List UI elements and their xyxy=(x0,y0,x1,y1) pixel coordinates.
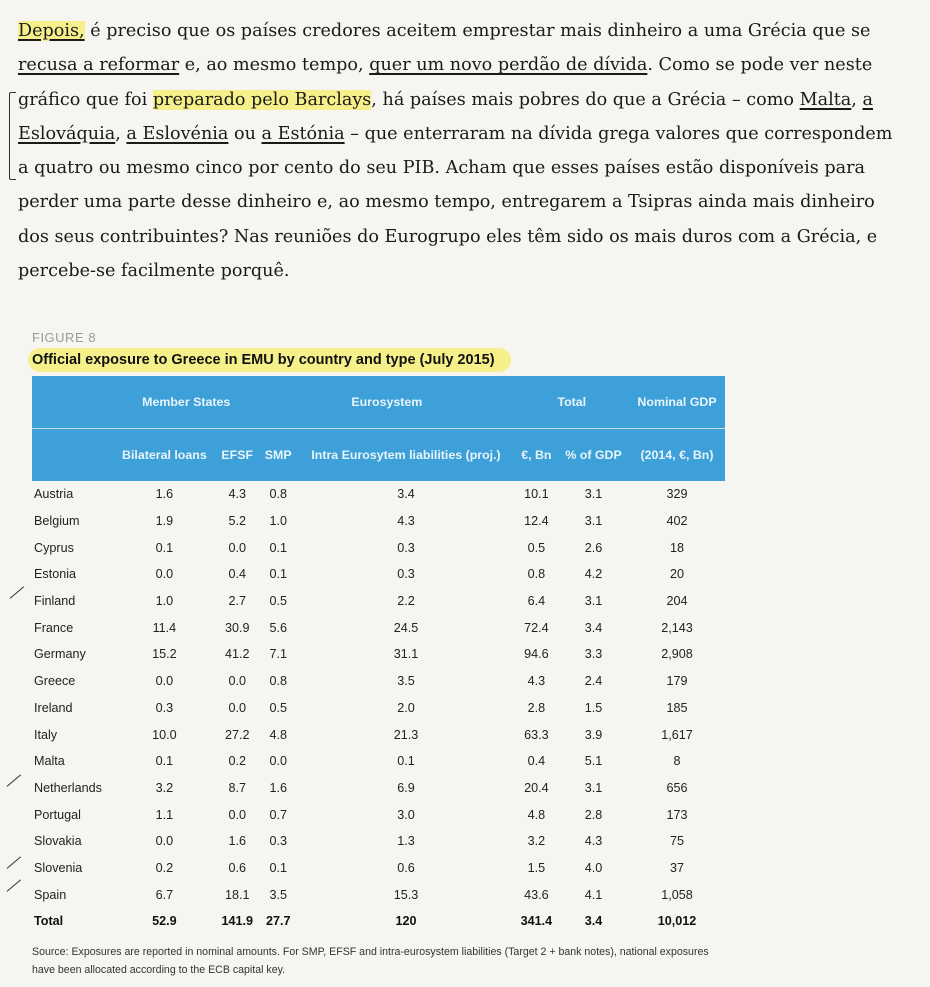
cell-intra: 15.3 xyxy=(393,887,419,902)
cell-bilateral: 0.0 xyxy=(155,567,174,582)
header-eurosystem: Eurosystem xyxy=(259,376,515,429)
cell-country: Belgium xyxy=(34,514,80,529)
cell-efsf: 0.0 xyxy=(228,540,246,555)
cell-intra: 2.0 xyxy=(397,700,415,715)
cell-bilateral: 1.9 xyxy=(155,514,174,529)
cell-efsf: 0.4 xyxy=(228,567,246,582)
cell-smp: 0.8 xyxy=(269,674,287,689)
cell-gdp: 185 xyxy=(666,700,688,715)
cell-pct-gdp: 4.1 xyxy=(584,887,603,902)
cell-eur-bn: 10.1 xyxy=(524,487,549,502)
cell-eur-bn: 63.3 xyxy=(524,727,549,742)
cell-gdp: 20 xyxy=(670,567,685,582)
table-header-columns xyxy=(32,429,725,482)
cell-pct-gdp: 3.1 xyxy=(584,487,603,502)
cell-eur-bn: 12.4 xyxy=(524,514,549,529)
cell-efsf: 141.9 xyxy=(221,914,253,929)
cell-gdp: 10,012 xyxy=(657,914,697,929)
cell-bilateral: 0.2 xyxy=(155,860,174,875)
cell-efsf: 4.3 xyxy=(228,487,246,502)
cell-efsf: 0.0 xyxy=(228,700,246,715)
cell-country: France xyxy=(34,620,74,635)
cell-smp: 0.1 xyxy=(269,540,287,555)
text-segment: gráfico que foi xyxy=(18,89,153,110)
cell-pct-gdp: 4.0 xyxy=(584,860,603,875)
col-efsf: EFSF xyxy=(215,429,259,482)
cell-country: Spain xyxy=(34,887,67,902)
cell-intra: 24.5 xyxy=(393,620,419,635)
cell-eur-bn: 3.2 xyxy=(527,834,546,849)
paragraph-line-4 xyxy=(18,117,930,151)
cell-intra: 6.9 xyxy=(397,780,415,795)
cell-gdp: 173 xyxy=(666,807,688,822)
cell-pct-gdp: 3.1 xyxy=(584,594,603,609)
cell-smp: 0.3 xyxy=(269,834,287,849)
cell-bilateral: 11.4 xyxy=(152,620,177,635)
table-row xyxy=(32,481,725,508)
paragraph-line-6: perder uma parte desse dinheiro e, ao mesmo tempo, entregarem a Tsipras ainda mais dinheiro xyxy=(18,192,875,213)
cell-eur-bn: 6.4 xyxy=(527,594,546,609)
cell-efsf: 8.7 xyxy=(228,780,246,795)
source-note: Source: Exposures are reported in nominal amounts. For SMP, EFSF and intra-eurosystem liabilities (Target 2 + bank notes), national exposures have been allocated according to the ECB capital key. xyxy=(32,945,709,976)
table-row xyxy=(32,561,725,588)
cell-intra: 31.1 xyxy=(393,647,419,662)
underline-eslovaquia: Eslováquia xyxy=(18,123,116,144)
cell-smp: 5.6 xyxy=(269,620,287,635)
cell-smp: 1.0 xyxy=(269,514,287,529)
col-bilateral-loans: Bilateral loans xyxy=(113,429,215,482)
cell-pct-gdp: 1.5 xyxy=(584,700,603,715)
text-segment: . Como se pode ver neste xyxy=(647,55,873,76)
cell-bilateral: 1.0 xyxy=(155,594,174,609)
cell-smp: 0.7 xyxy=(269,807,287,822)
table-row xyxy=(32,588,725,615)
cell-country: Malta xyxy=(34,754,65,769)
cell-smp: 7.1 xyxy=(269,647,287,662)
text-segment: , xyxy=(115,123,127,144)
table-header-groups xyxy=(32,376,725,429)
cell-country: Total xyxy=(34,914,64,929)
table-row xyxy=(32,775,725,802)
text-segment: ou xyxy=(228,123,262,144)
cell-intra: 3.0 xyxy=(397,807,415,822)
cell-gdp: 402 xyxy=(666,514,688,529)
cell-smp: 27.7 xyxy=(265,914,291,929)
cell-efsf: 2.7 xyxy=(228,594,246,609)
table-row xyxy=(32,641,725,668)
cell-smp: 0.5 xyxy=(269,594,287,609)
col-eur-bn: €, Bn xyxy=(515,429,558,482)
cell-eur-bn: 20.4 xyxy=(524,780,549,795)
cell-pct-gdp: 3.3 xyxy=(584,647,603,662)
cell-efsf: 27.2 xyxy=(224,727,250,742)
cell-efsf: 18.1 xyxy=(224,887,250,902)
cell-intra: 4.3 xyxy=(397,514,415,529)
handwritten-tick-estonia xyxy=(10,586,25,599)
cell-pct-gdp: 5.1 xyxy=(584,754,603,769)
cell-intra: 2.2 xyxy=(397,594,415,609)
table-row xyxy=(32,801,725,828)
cell-eur-bn: 0.8 xyxy=(527,567,546,582)
underline-malta: Malta xyxy=(799,89,852,110)
cell-bilateral: 52.9 xyxy=(152,914,177,929)
cell-efsf: 30.9 xyxy=(224,620,250,635)
cell-gdp: 656 xyxy=(666,780,688,795)
col-pct-gdp: % of GDP xyxy=(558,429,629,482)
header-member-states: Member States xyxy=(113,376,259,429)
cell-eur-bn: 4.8 xyxy=(527,807,546,822)
cell-pct-gdp: 2.4 xyxy=(584,674,603,689)
cell-gdp: 204 xyxy=(666,594,688,609)
underline-a: a xyxy=(862,89,873,110)
cell-efsf: 0.6 xyxy=(228,860,246,875)
cell-pct-gdp: 3.4 xyxy=(584,914,603,929)
article-paragraph xyxy=(18,14,930,288)
cell-country: Slovakia xyxy=(34,834,82,849)
cell-gdp: 329 xyxy=(666,487,688,502)
cell-bilateral: 10.0 xyxy=(152,727,177,742)
table-row xyxy=(32,614,725,641)
cell-bilateral: 3.2 xyxy=(155,780,174,795)
cell-bilateral: 1.1 xyxy=(155,807,174,822)
cell-smp: 3.5 xyxy=(269,887,287,902)
cell-pct-gdp: 3.4 xyxy=(584,620,603,635)
cell-gdp: 75 xyxy=(670,834,685,849)
table-row xyxy=(32,668,725,695)
cell-smp: 0.1 xyxy=(269,567,287,582)
cell-country: Austria xyxy=(34,487,74,502)
handwritten-tick-slovenia xyxy=(7,879,22,892)
cell-smp: 1.6 xyxy=(269,780,287,795)
underline-recusa: recusa a reformar xyxy=(18,55,180,76)
cell-country: Finland xyxy=(34,594,76,609)
cell-efsf: 1.6 xyxy=(228,834,246,849)
cell-intra: 3.5 xyxy=(397,674,415,689)
paragraph-line-3 xyxy=(18,83,930,117)
cell-country: Cyprus xyxy=(34,540,74,555)
cell-pct-gdp: 3.1 xyxy=(584,514,603,529)
cell-intra: 21.3 xyxy=(393,727,419,742)
cell-country: Italy xyxy=(34,727,58,742)
table-body xyxy=(32,481,725,935)
cell-bilateral: 0.0 xyxy=(155,674,174,689)
cell-gdp: 8 xyxy=(673,754,681,769)
paragraph-line-5: a quatro ou mesmo cinco por cento do seu PIB. Acham que esses países estão disponíveis para xyxy=(18,158,865,179)
table-row xyxy=(32,695,725,722)
cell-eur-bn: 4.3 xyxy=(527,674,546,689)
cell-smp: 4.8 xyxy=(269,727,287,742)
cell-bilateral: 0.3 xyxy=(155,700,174,715)
cell-intra: 0.3 xyxy=(397,540,415,555)
cell-eur-bn: 0.4 xyxy=(527,754,546,769)
cell-eur-bn: 341.4 xyxy=(520,914,553,929)
exposure-table xyxy=(32,376,725,935)
cell-eur-bn: 0.5 xyxy=(527,540,546,555)
cell-country: Germany xyxy=(34,647,86,662)
cell-intra: 0.1 xyxy=(397,754,415,769)
figure-8 xyxy=(32,330,930,979)
underline-eslovenia: a Eslovénia xyxy=(126,123,229,144)
table-row xyxy=(32,534,725,561)
cell-intra: 0.6 xyxy=(397,860,415,875)
cell-intra: 120 xyxy=(395,914,417,929)
cell-bilateral: 1.6 xyxy=(155,487,174,502)
paragraph-line-8: percebe-se facilmente porquê. xyxy=(18,261,290,282)
cell-gdp: 1,617 xyxy=(661,727,693,742)
cell-pct-gdp: 2.8 xyxy=(584,807,603,822)
cell-pct-gdp: 4.3 xyxy=(584,834,603,849)
cell-pct-gdp: 3.9 xyxy=(584,727,603,742)
paragraph-line-2 xyxy=(18,48,930,82)
cell-bilateral: 0.0 xyxy=(155,834,174,849)
col-smp: SMP xyxy=(259,429,297,482)
cell-intra: 0.3 xyxy=(397,567,415,582)
handwritten-tick-slovakia xyxy=(7,856,22,869)
underline-estonia: a Estónia xyxy=(261,123,345,144)
figure-label: FIGURE 8 xyxy=(32,330,96,345)
table-row xyxy=(32,881,725,908)
text-segment: – que enterraram na dívida grega valores que correspondem xyxy=(344,123,893,144)
cell-efsf: 5.2 xyxy=(228,514,246,529)
handwritten-tick-malta xyxy=(7,774,22,787)
cell-eur-bn: 1.5 xyxy=(527,860,546,875)
text-segment: e, ao mesmo tempo, xyxy=(179,55,370,76)
paragraph-line-1 xyxy=(18,14,930,48)
cell-country: Slovenia xyxy=(34,860,83,875)
cell-gdp: 1,058 xyxy=(661,887,693,902)
margin-bracket-mark xyxy=(9,92,16,180)
cell-bilateral: 0.1 xyxy=(155,754,174,769)
cell-bilateral: 0.1 xyxy=(155,540,174,555)
cell-smp: 0.1 xyxy=(269,860,287,875)
cell-gdp: 179 xyxy=(666,674,688,689)
cell-efsf: 0.0 xyxy=(228,807,246,822)
table-row xyxy=(32,828,725,855)
figure-title: Official exposure to Greece in EMU by country and type (July 2015) xyxy=(28,348,511,372)
cell-smp: 0.0 xyxy=(269,754,287,769)
cell-eur-bn: 43.6 xyxy=(524,887,549,902)
cell-efsf: 41.2 xyxy=(224,647,250,662)
cell-country: Greece xyxy=(34,674,76,689)
table-row xyxy=(32,721,725,748)
col-gdp-2014: (2014, €, Bn) xyxy=(629,429,725,482)
table-total-row xyxy=(32,908,725,935)
cell-gdp: 18 xyxy=(670,540,685,555)
highlight-barclays: preparado pelo Barclays xyxy=(152,89,372,110)
text-segment: , xyxy=(851,89,863,110)
cell-smp: 0.8 xyxy=(269,487,287,502)
header-nominal-gdp: Nominal GDP xyxy=(629,376,725,429)
cell-eur-bn: 72.4 xyxy=(524,620,549,635)
text-segment: , há países mais pobres do que a Grécia – como xyxy=(371,89,800,110)
header-blank-2 xyxy=(32,429,113,482)
cell-gdp: 2,143 xyxy=(661,620,693,635)
cell-bilateral: 6.7 xyxy=(155,887,174,902)
paragraph-line-7: dos seus contribuintes? Nas reuniões do Eurogrupo eles têm sido os mais duros com a Grécia, e xyxy=(18,226,878,247)
highlight-depois: Depois, xyxy=(18,21,85,41)
header-blank xyxy=(32,376,113,429)
table-row xyxy=(32,508,725,535)
cell-bilateral: 15.2 xyxy=(152,647,177,662)
cell-pct-gdp: 3.1 xyxy=(584,780,603,795)
cell-efsf: 0.2 xyxy=(228,754,246,769)
cell-pct-gdp: 4.2 xyxy=(584,567,603,582)
cell-country: Ireland xyxy=(34,700,73,715)
header-total: Total xyxy=(515,376,629,429)
cell-intra: 3.4 xyxy=(397,487,415,502)
table-row xyxy=(32,855,725,882)
cell-country: Portugal xyxy=(34,807,81,822)
text-segment: é preciso que os países credores aceitem emprestar mais dinheiro a uma Grécia que se xyxy=(84,21,871,41)
cell-eur-bn: 2.8 xyxy=(527,700,546,715)
cell-country: Estonia xyxy=(34,567,77,582)
cell-efsf: 0.0 xyxy=(228,674,246,689)
cell-smp: 0.5 xyxy=(269,700,287,715)
cell-pct-gdp: 2.6 xyxy=(584,540,603,555)
cell-gdp: 37 xyxy=(670,860,685,875)
cell-eur-bn: 94.6 xyxy=(524,647,549,662)
cell-intra: 1.3 xyxy=(397,834,415,849)
col-intra-eurosystem: Intra Eurosytem liabilities (proj.) xyxy=(297,429,514,482)
cell-gdp: 2,908 xyxy=(661,647,693,662)
table-row xyxy=(32,748,725,775)
cell-country: Netherlands xyxy=(34,780,102,795)
underline-perdao: quer um novo perdão de dívida xyxy=(369,55,648,76)
